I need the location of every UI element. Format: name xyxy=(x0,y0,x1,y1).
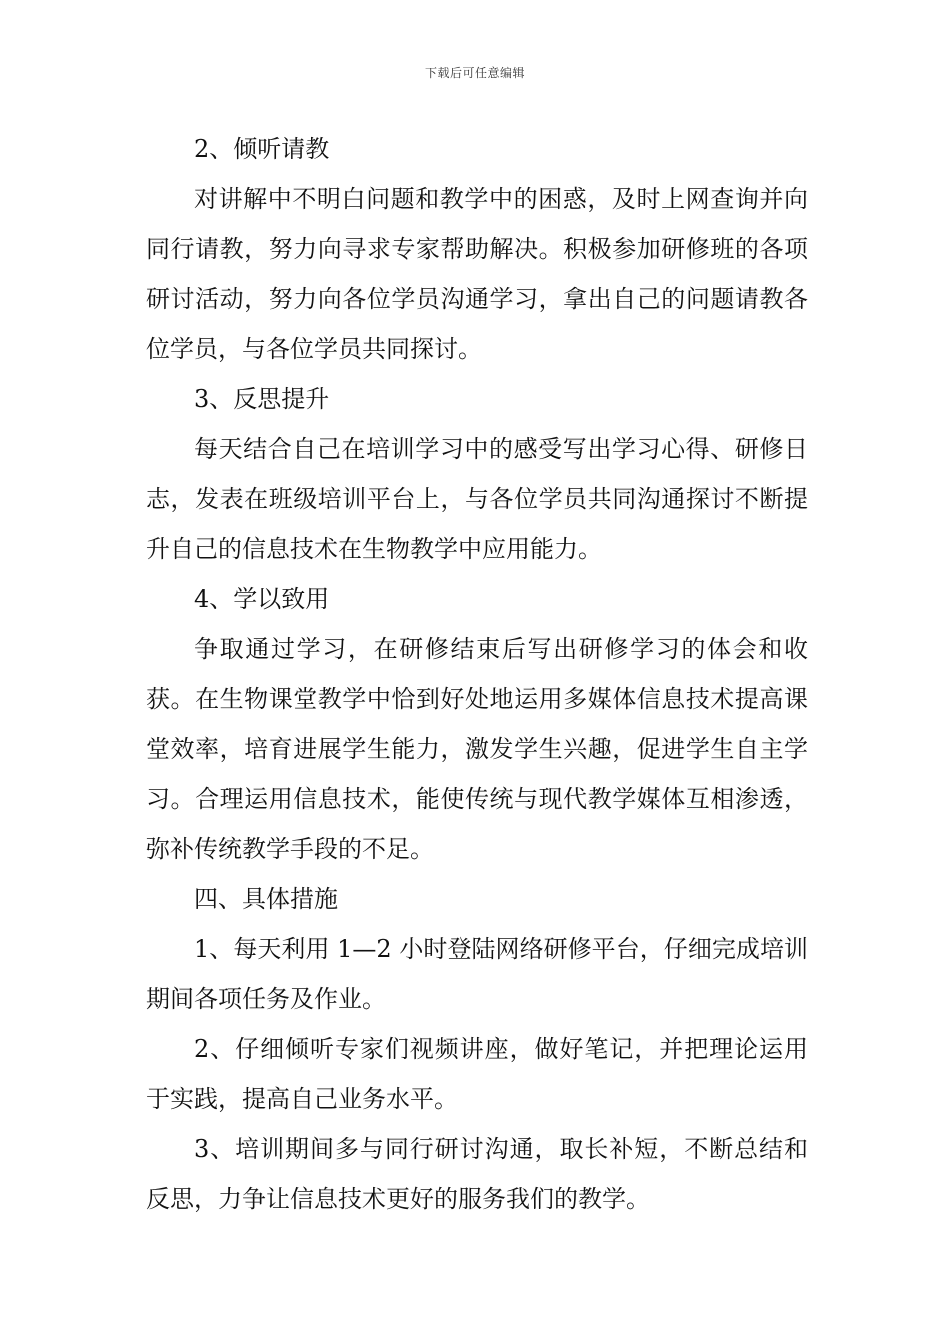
measure-item-1: 1、每天利用 1—2 小时登陆网络研修平台，仔细完成培训期间各项任务及作业。 xyxy=(146,935,808,1013)
measure-item-3: 3、培训期间多与同行研讨沟通，取长补短，不断总结和反思，力争让信息技术更好的服务我们的教学。 xyxy=(146,1135,808,1213)
section-heading-measures: 四、具体措施 xyxy=(194,885,338,913)
document-body xyxy=(146,124,808,1224)
page-header-note: 下载后可任意编辑 xyxy=(424,66,525,80)
section-heading-reflect: 3、反思提升 xyxy=(194,385,330,413)
section-heading-listen: 2、倾听请教 xyxy=(194,135,330,163)
paragraph-listen: 对讲解中不明白问题和教学中的困惑，及时上网查询并向同行请教，努力向寻求专家帮助解决。积极参加研修班的各项研讨活动，努力向各位学员沟通学习，拿出自己的问题请教各位学员，与各位学员共同探讨。 xyxy=(146,185,808,363)
section-heading-apply: 4、学以致用 xyxy=(194,585,330,613)
paragraph-apply: 争取通过学习，在研修结束后写出研修学习的体会和收获。在生物课堂教学中恰到好处地运用多媒体信息技术提高课堂效率，培育进展学生能力，激发学生兴趣，促进学生自主学习。合理运用信息技术，能使传统与现代教学媒体互相渗透，弥补传统教学手段的不足。 xyxy=(146,635,808,863)
paragraph-reflect: 每天结合自己在培训学习中的感受写出学习心得、研修日志，发表在班级培训平台上，与各位学员共同沟通探讨不断提升自己的信息技术在生物教学中应用能力。 xyxy=(146,435,808,563)
measure-item-2: 2、仔细倾听专家们视频讲座，做好笔记，并把理论运用于实践，提高自己业务水平。 xyxy=(146,1035,808,1113)
